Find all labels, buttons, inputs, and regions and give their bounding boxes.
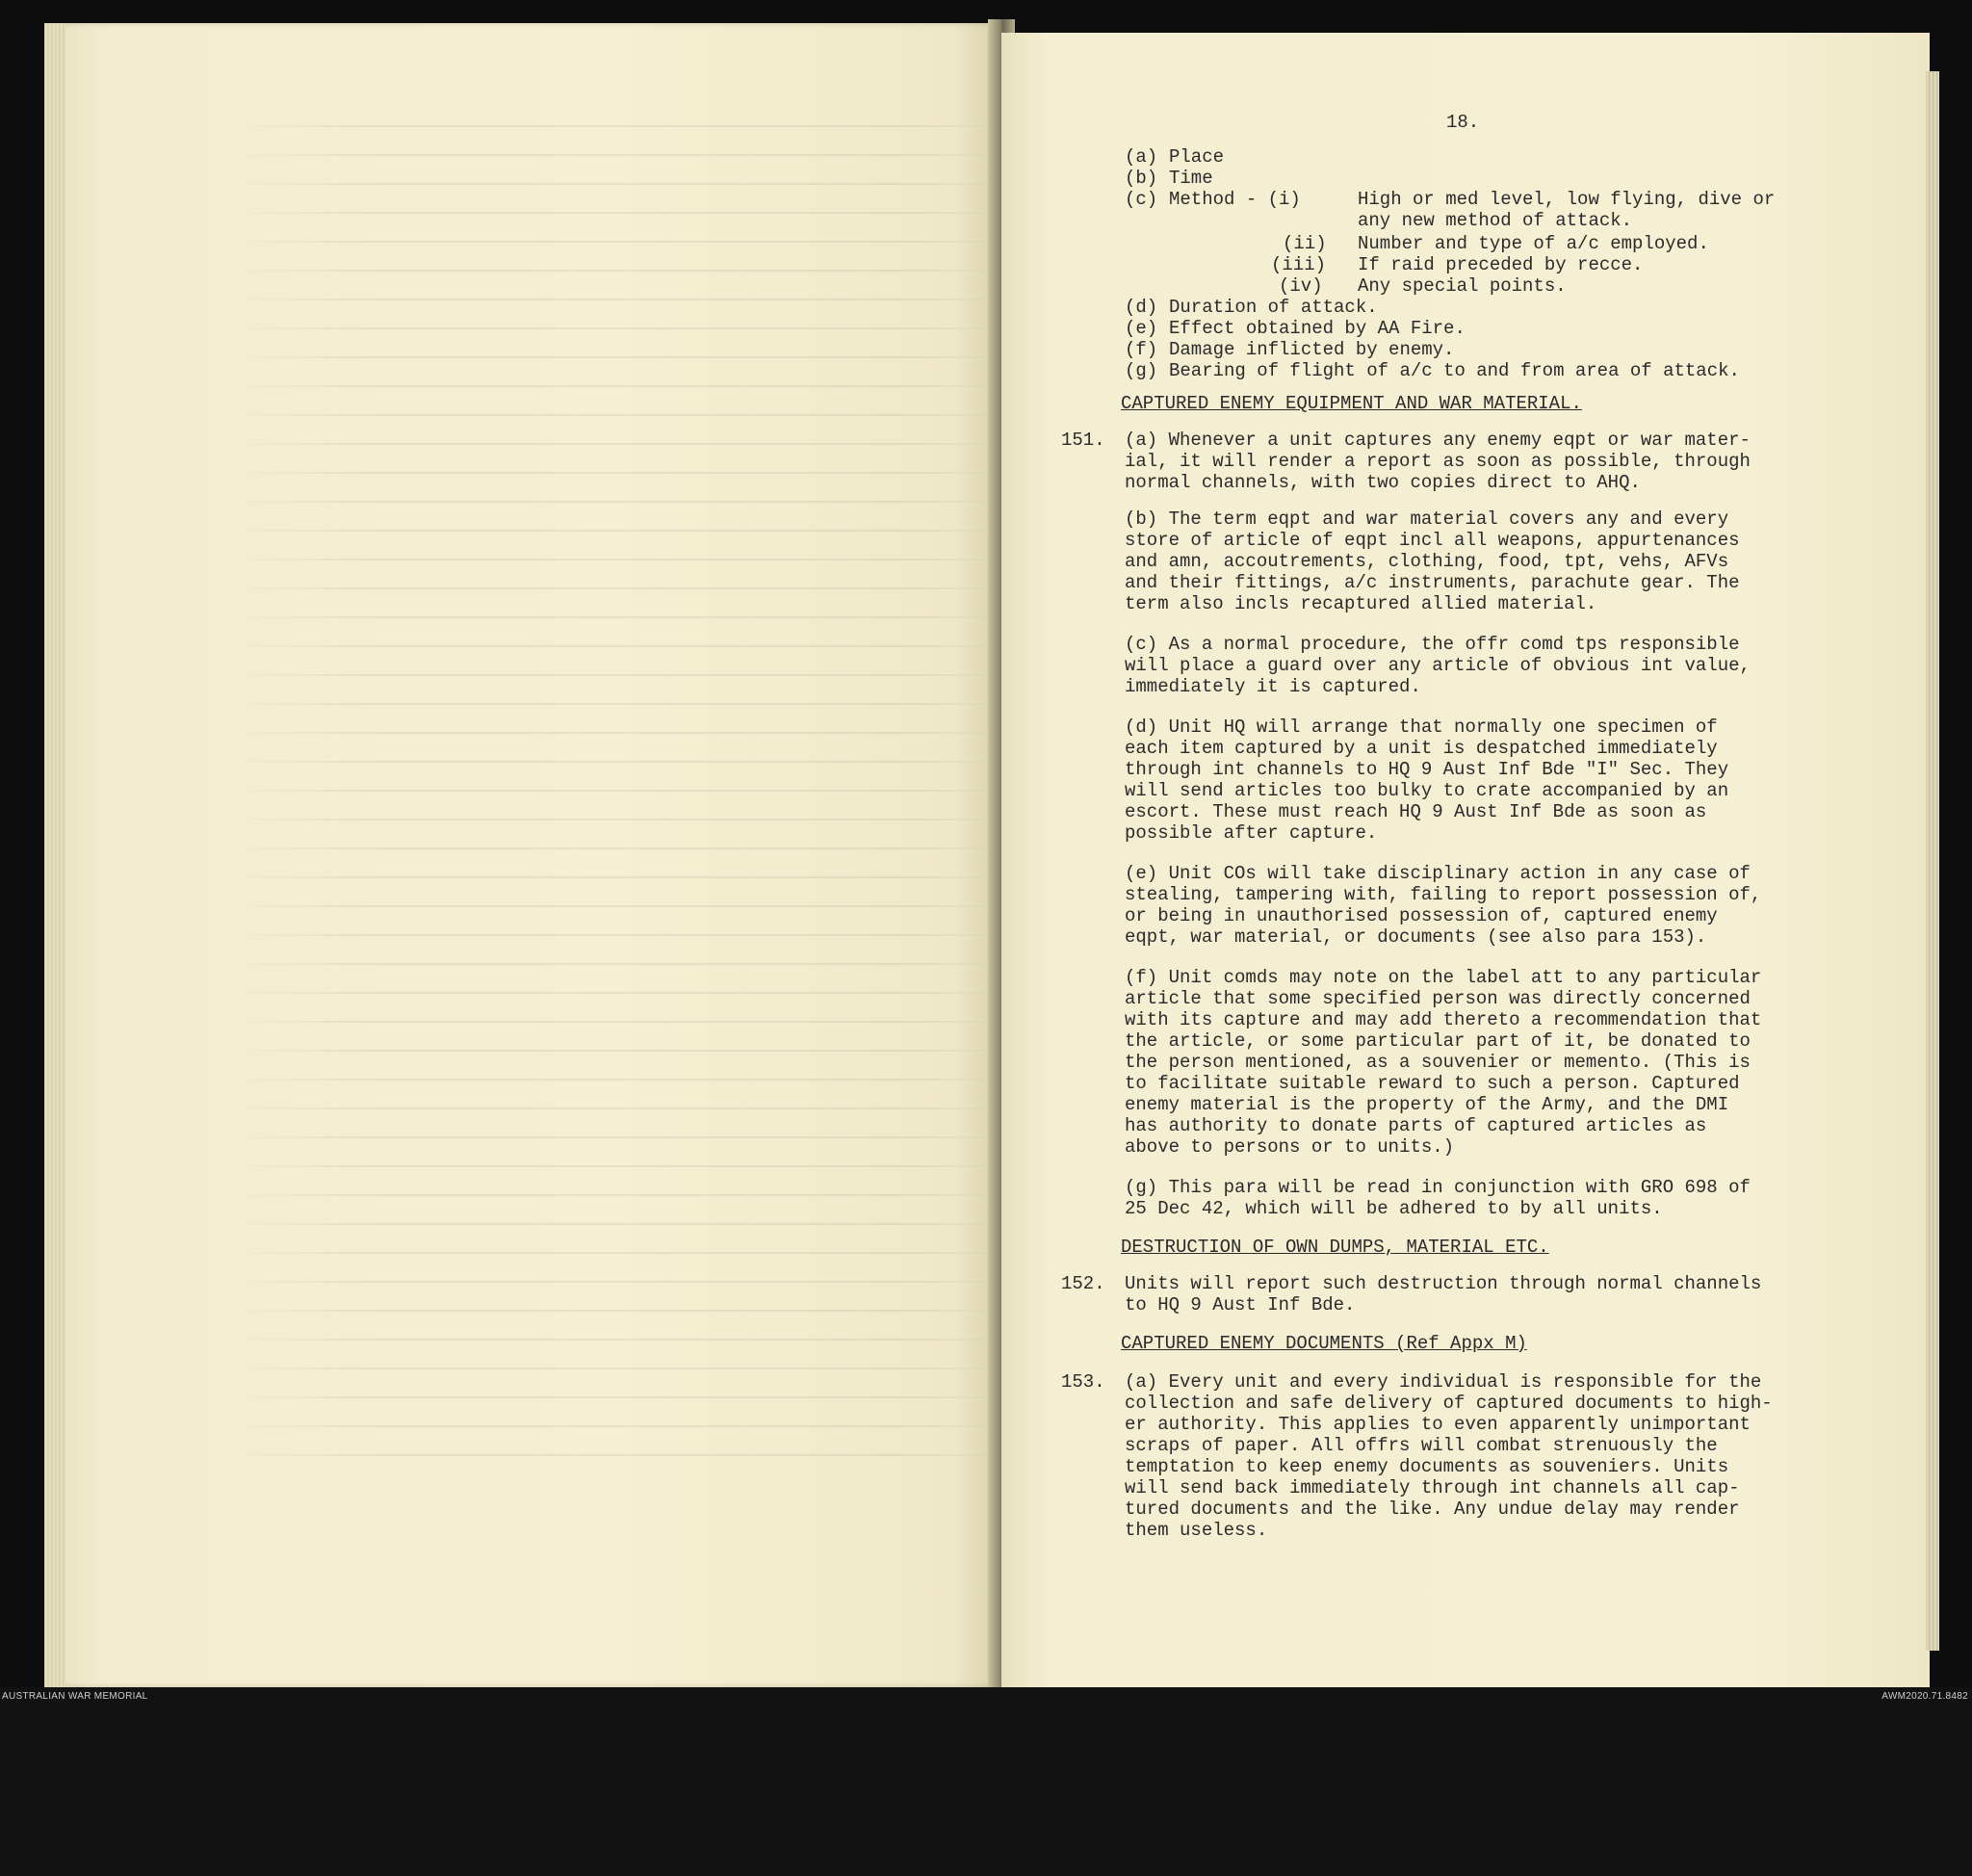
paragraph-line: to HQ 9 Aust Inf Bde. bbox=[1125, 1294, 1356, 1316]
list-label: (b) bbox=[1125, 168, 1158, 189]
right-page bbox=[1001, 33, 1930, 1687]
paragraph-line: the article, or some particular part of it, be donated to bbox=[1125, 1030, 1751, 1052]
list-label: (ii) bbox=[1283, 233, 1327, 254]
list-text: Damage inflicted by enemy. bbox=[1169, 339, 1455, 360]
paragraph-line: or being in unauthorised possession of, captured enemy bbox=[1125, 905, 1718, 926]
paragraph-line: (e) Unit COs will take disciplinary action in any case of bbox=[1125, 863, 1751, 884]
list-text: Any special points. bbox=[1358, 275, 1567, 297]
left-page bbox=[44, 23, 999, 1687]
list-text: any new method of attack. bbox=[1358, 210, 1633, 231]
paragraph-line: above to persons or to units.) bbox=[1125, 1136, 1455, 1158]
section-heading: DESTRUCTION OF OWN DUMPS, MATERIAL ETC. bbox=[1121, 1237, 1549, 1258]
list-label: (g) bbox=[1125, 360, 1158, 381]
paragraph-line: 25 Dec 42, which will be adhered to by all units. bbox=[1125, 1198, 1663, 1219]
show-through-text bbox=[227, 110, 998, 1458]
paragraph-line: normal channels, with two copies direct to AHQ. bbox=[1125, 472, 1641, 493]
section-heading: CAPTURED ENEMY DOCUMENTS (Ref Appx M) bbox=[1121, 1333, 1527, 1354]
paragraph-line: Units will report such destruction through normal channels bbox=[1125, 1273, 1762, 1294]
paragraph-line: (g) This para will be read in conjunction with GRO 698 of bbox=[1125, 1177, 1751, 1198]
paragraph-line: er authority. This applies to even apparently unimportant bbox=[1125, 1414, 1751, 1435]
paragraph-line: (a) Every unit and every individual is responsible for the bbox=[1125, 1371, 1762, 1393]
paragraph-line: with its capture and may add thereto a recommendation that bbox=[1125, 1009, 1762, 1030]
paragraph-line: and their fittings, a/c instruments, parachute gear. The bbox=[1125, 572, 1740, 593]
paragraph-line: (f) Unit comds may note on the label att to any particular bbox=[1125, 967, 1762, 988]
paragraph-line: through int channels to HQ 9 Aust Inf Bde "I" Sec. They bbox=[1125, 759, 1729, 780]
list-label: (c) bbox=[1125, 189, 1158, 210]
paragraph-line: (c) As a normal procedure, the offr comd tps responsible bbox=[1125, 634, 1740, 655]
page-edges bbox=[44, 23, 65, 1687]
paragraph-line: will place a guard over any article of obvious int value, bbox=[1125, 655, 1751, 676]
list-text: Effect obtained by AA Fire. bbox=[1169, 318, 1466, 339]
paragraph-line: article that some specified person was directly concerned bbox=[1125, 988, 1751, 1009]
paragraph-line: ial, it will render a report as soon as possible, through bbox=[1125, 451, 1751, 472]
paragraph-line: will send back immediately through int channels all cap- bbox=[1125, 1477, 1740, 1498]
paragraph-line: store of article of eqpt incl all weapons, appurtenances bbox=[1125, 530, 1740, 551]
typed-text bbox=[1001, 33, 1930, 1687]
paragraph-line: enemy material is the property of the Army, and the DMI bbox=[1125, 1094, 1729, 1115]
list-label: (e) bbox=[1125, 318, 1158, 339]
paragraph-line: possible after capture. bbox=[1125, 822, 1378, 844]
list-text: Time bbox=[1169, 168, 1213, 189]
paragraph-line: (b) The term eqpt and war material covers any and every bbox=[1125, 508, 1729, 530]
list-text: Bearing of flight of a/c to and from area of attack. bbox=[1169, 360, 1740, 381]
paragraph-line: escort. These must reach HQ 9 Aust Inf Bde as soon as bbox=[1125, 801, 1707, 822]
paragraph-line: tured documents and the like. Any undue delay may render bbox=[1125, 1498, 1740, 1520]
list-label: (iii) bbox=[1271, 254, 1327, 275]
paragraph-line: to facilitate suitable reward to such a person. Captured bbox=[1125, 1073, 1740, 1094]
paragraph-line: immediately it is captured. bbox=[1125, 676, 1421, 697]
paragraph-line: will send articles too bulky to crate accompanied by an bbox=[1125, 780, 1729, 801]
paragraph-line: the person mentioned, as a souvenier or memento. (This is bbox=[1125, 1052, 1751, 1073]
paragraph-line: scraps of paper. All offrs will combat strenuously the bbox=[1125, 1435, 1718, 1456]
paragraph-number: 153. bbox=[1061, 1371, 1105, 1393]
section-heading: CAPTURED ENEMY EQUIPMENT AND WAR MATERIAL. bbox=[1121, 393, 1582, 414]
list-text: Duration of attack. bbox=[1169, 297, 1378, 318]
paragraph-line: and amn, accoutrements, clothing, food, tpt, vehs, AFVs bbox=[1125, 551, 1729, 572]
paragraph-number: 151. bbox=[1061, 430, 1105, 451]
paragraph-number: 152. bbox=[1061, 1273, 1105, 1294]
list-text: Place bbox=[1169, 146, 1225, 168]
footer-right: AWM2020.71.8482 bbox=[1881, 1691, 1968, 1702]
list-text: Number and type of a/c employed. bbox=[1358, 233, 1709, 254]
paragraph-line: temptation to keep enemy documents as souveniers. Units bbox=[1125, 1456, 1729, 1477]
paragraph-line: each item captured by a unit is despatched immediately bbox=[1125, 738, 1718, 759]
paragraph-line: collection and safe delivery of captured documents to high- bbox=[1125, 1393, 1773, 1414]
list-label: (d) bbox=[1125, 297, 1158, 318]
list-label: (iv) bbox=[1279, 275, 1323, 297]
paragraph-line: has authority to donate parts of captured articles as bbox=[1125, 1115, 1707, 1136]
paragraph-line: stealing, tampering with, failing to report possession of, bbox=[1125, 884, 1762, 905]
paragraph-line: eqpt, war material, or documents (see also para 153). bbox=[1125, 926, 1707, 948]
list-text: If raid preceded by recce. bbox=[1358, 254, 1644, 275]
footer-left: AUSTRALIAN WAR MEMORIAL bbox=[2, 1691, 148, 1702]
page-number: 18. bbox=[1446, 112, 1480, 133]
list-text: Method - (i) bbox=[1169, 189, 1301, 210]
paragraph-line: them useless. bbox=[1125, 1520, 1268, 1541]
list-label: (f) bbox=[1125, 339, 1158, 360]
paragraph-line: term also incls recaptured allied material. bbox=[1125, 593, 1597, 614]
paragraph-line: (d) Unit HQ will arrange that normally one specimen of bbox=[1125, 717, 1718, 738]
list-text: High or med level, low flying, dive or bbox=[1358, 189, 1776, 210]
paragraph-line: (a) Whenever a unit captures any enemy eqpt or war mater- bbox=[1125, 430, 1751, 451]
list-label: (a) bbox=[1125, 146, 1158, 168]
